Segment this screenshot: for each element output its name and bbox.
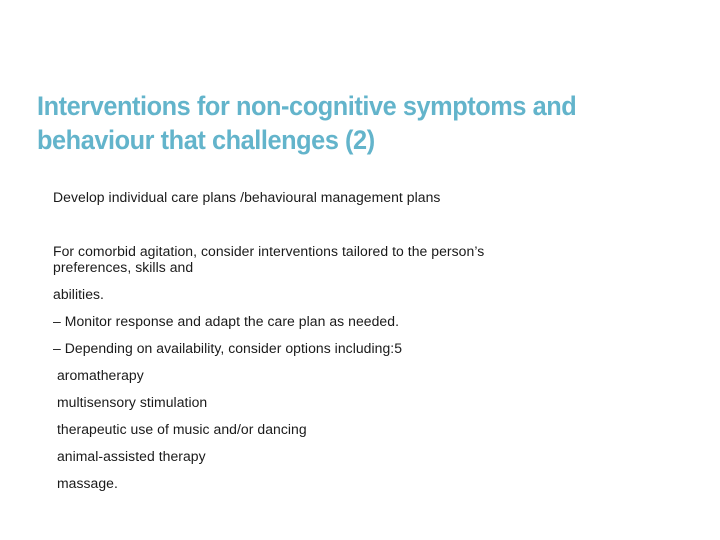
body-line-care-plans: Develop individual care plans /behavioural management plans [53, 190, 441, 206]
body-line-comorbid-agitation: For comorbid agitation, consider interventions tailored to the person’s [53, 244, 485, 260]
slide-body [53, 190, 653, 492]
body-line-comorbid-agitation-wrap: preferences, skills and [53, 260, 194, 276]
body-line-option-aromatherapy: aromatherapy [56, 368, 144, 384]
body-line-option-multisensory: multisensory stimulation [56, 395, 208, 411]
slide-title [37, 89, 637, 157]
slide-title-line-2: behaviour that challenges (2) [37, 125, 375, 155]
body-line-option-animal-therapy: animal-assisted therapy [56, 449, 206, 465]
body-line-option-music-dancing: therapeutic use of music and/or dancing [56, 422, 307, 438]
slide-title-line-1: Interventions for non-cognitive symptoms and [37, 91, 577, 121]
body-line-option-massage: massage. [56, 476, 118, 492]
body-line-depending-availability: – Depending on availability, consider options including:5 [53, 341, 403, 357]
body-line-monitor-response: – Monitor response and adapt the care plan as needed. [53, 314, 400, 330]
body-line-abilities: abilities. [53, 287, 104, 303]
